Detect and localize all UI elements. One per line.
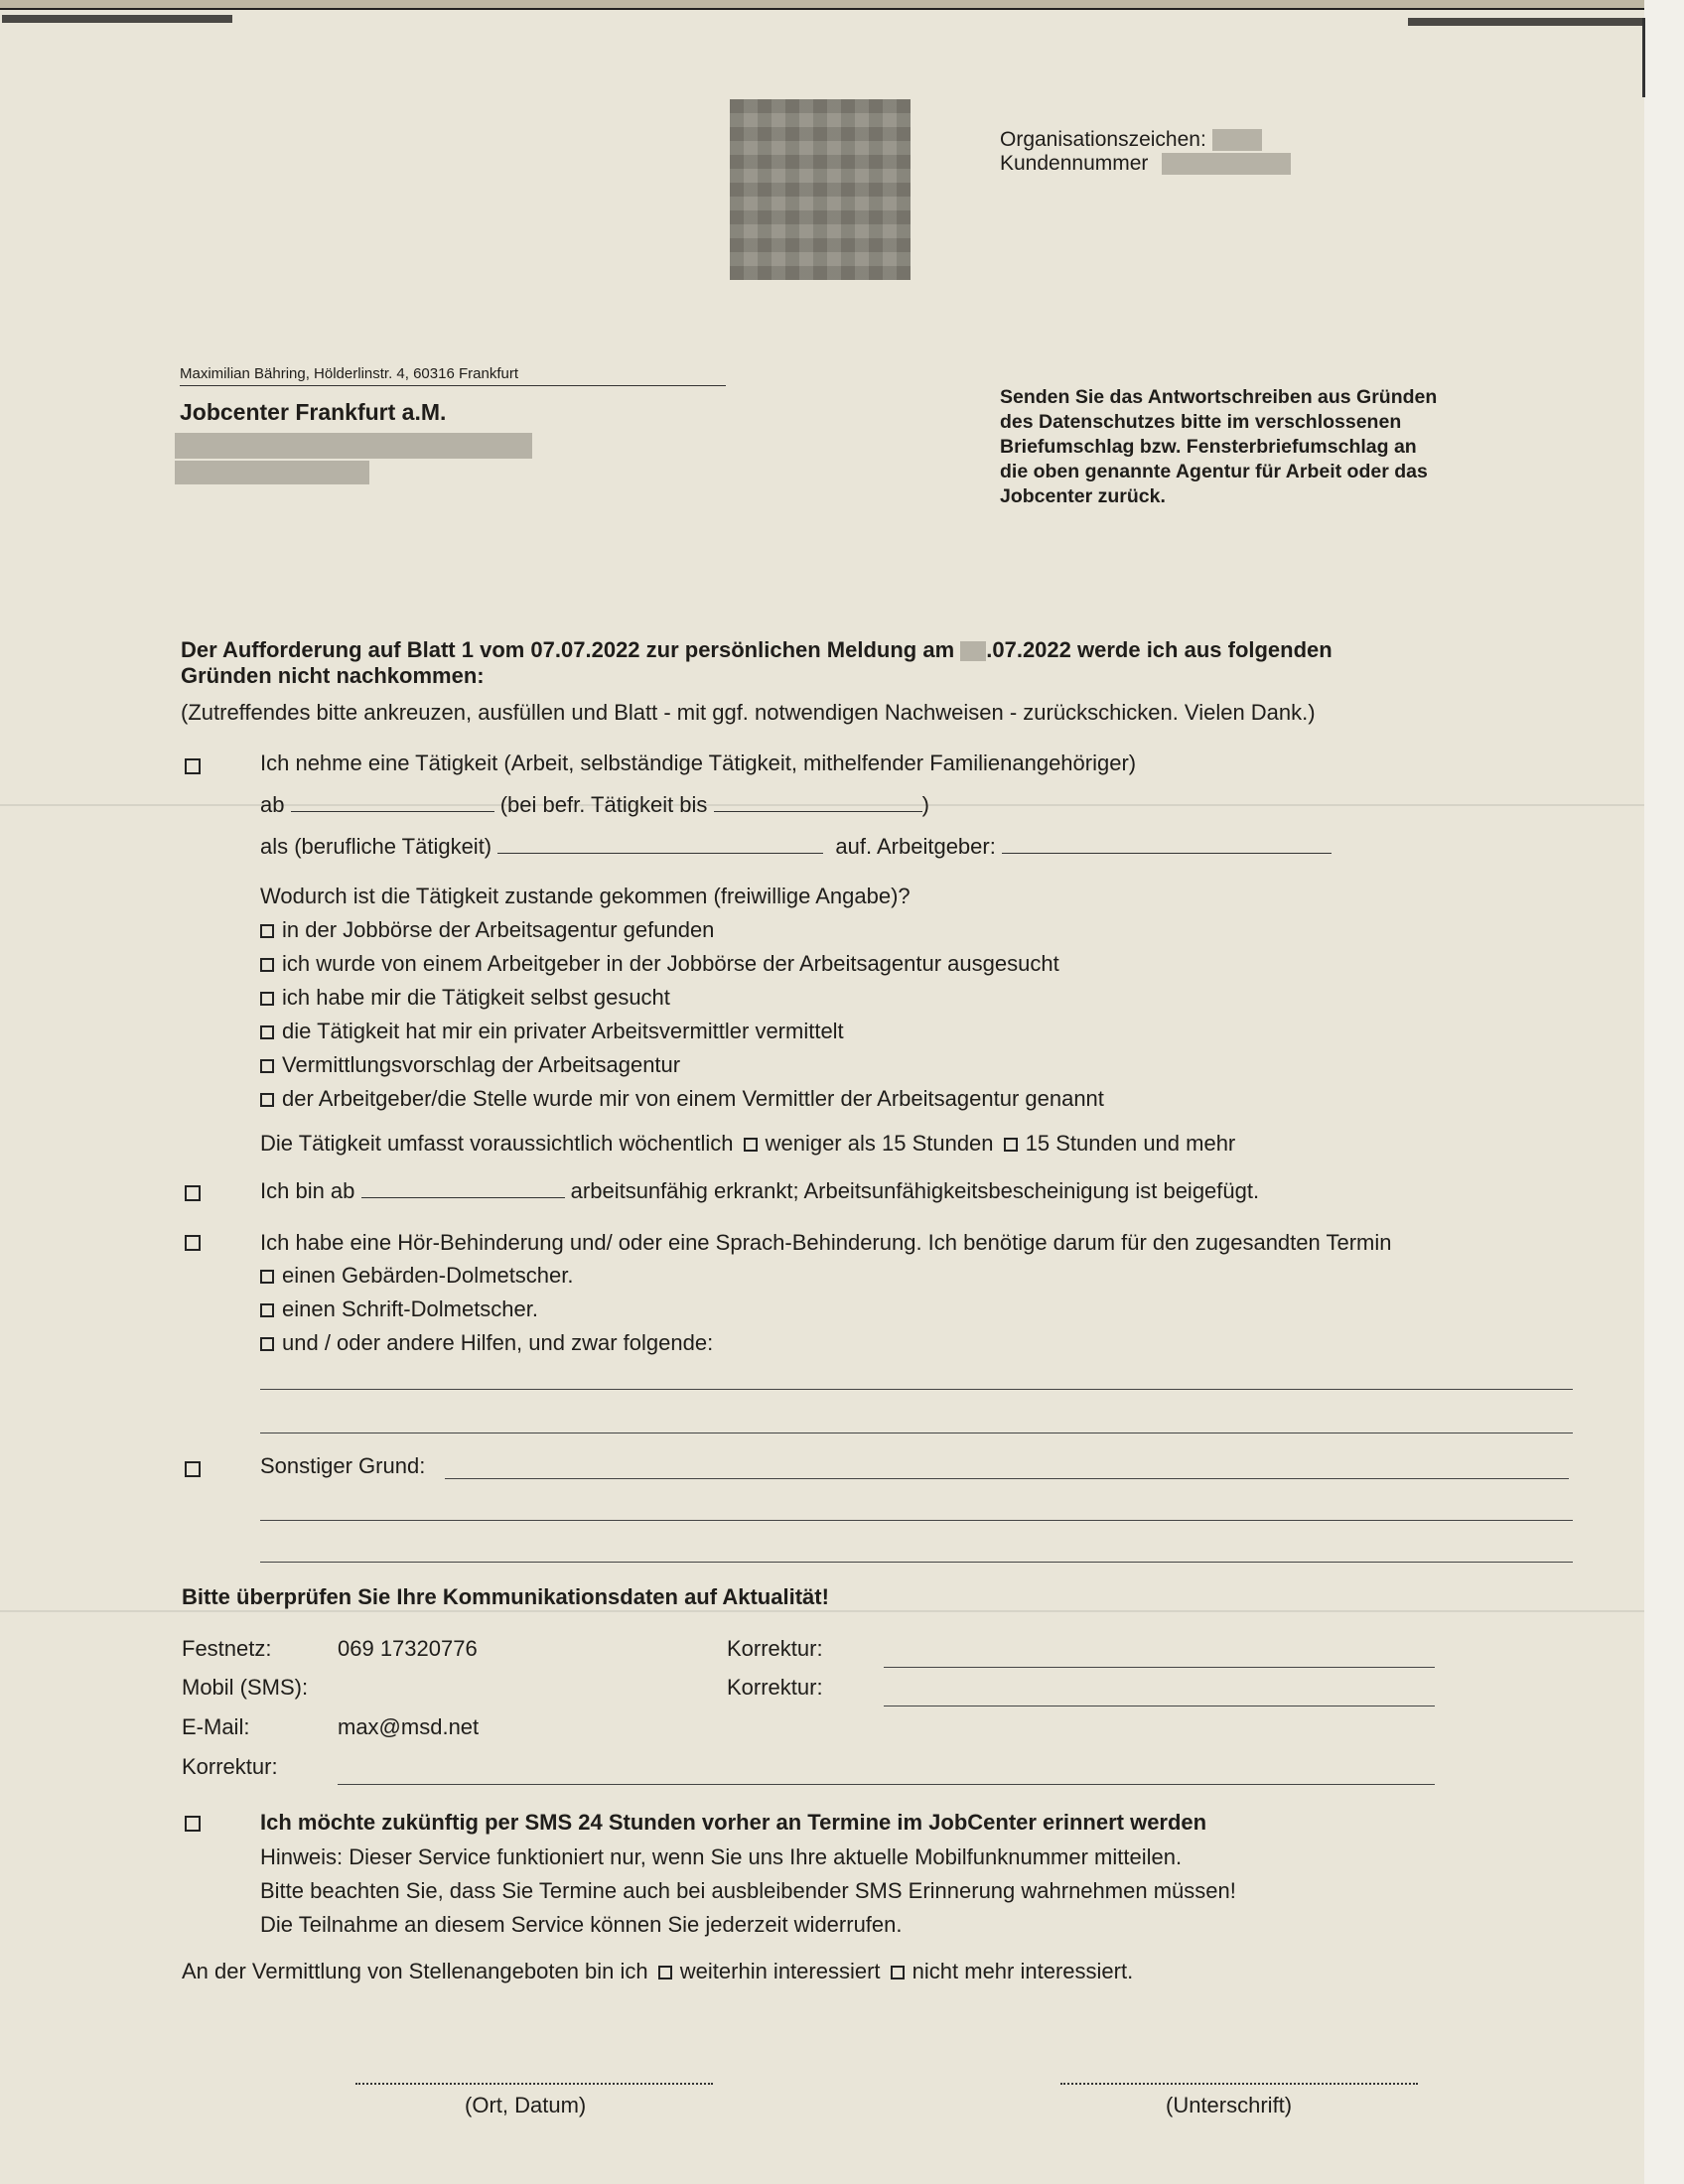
other-label: Sonstiger Grund: [260,1453,426,1478]
how-option-label: ich wurde von einem Arbeitgeber in der Jobbörse der Arbeitsagentur ausgesucht [282,951,1059,976]
other-reason-field[interactable] [260,1562,1573,1563]
privacy-note [1000,385,1437,509]
checkbox-sick[interactable] [185,1185,201,1201]
until-date-field[interactable] [714,793,922,812]
disability-option-label: einen Schrift-Dolmetscher. [282,1297,538,1321]
checkbox[interactable] [260,958,274,972]
intro-text: Der Aufforderung auf Blatt 1 vom 07.07.2022 zur persönlichen Meldung am [181,637,961,662]
sms-note: Die Teilnahme an diesem Service können Sie jederzeit widerrufen. [260,1912,903,1937]
sms-label: Ich möchte zukünftig per SMS 24 Stunden vorher an Termine im JobCenter erinnert werden [260,1810,1207,1835]
disability-option-label: einen Gebärden-Dolmetscher. [282,1263,574,1288]
disability-option[interactable] [260,1263,574,1289]
checkbox-other[interactable] [185,1461,201,1477]
until-close: ) [921,792,929,817]
intro-text: .07.2022 werde ich aus folgenden [986,637,1333,662]
disability-option-label: und / oder andere Hilfen, und zwar folgende: [282,1330,714,1355]
redacted-org-number [1212,129,1262,151]
checkbox[interactable] [260,992,274,1006]
email-value: max@msd.net [338,1714,480,1739]
sms-note: Bitte beachten Sie, dass Sie Termine auch bei ausbleibender SMS Erinnerung wahrnehmen müssen! [260,1878,1236,1903]
fold-line [0,1610,1644,1612]
sender-underline [180,385,726,386]
email-correction-label: Korrektur: [182,1754,278,1779]
employer-label: auf. Arbeitgeber: [835,834,996,859]
customer-label: Kundennummer [1000,152,1149,175]
from-date-field[interactable] [291,793,494,812]
how-option-label: die Tätigkeit hat mir ein privater Arbeitsvermittler vermittelt [282,1019,844,1043]
checkbox-disability[interactable] [185,1235,201,1251]
checkbox-15-plus[interactable] [1004,1138,1018,1152]
how-option[interactable] [260,1019,844,1044]
sick-row [260,1178,1259,1204]
disability-option[interactable] [260,1297,538,1322]
landline-correction-field[interactable] [884,1667,1435,1668]
checkbox-interested[interactable] [658,1966,672,1979]
redacted-day [960,641,986,661]
mobile-correction-label: Korrektur: [727,1675,823,1700]
sick-label: Ich bin ab [260,1178,355,1203]
how-option-label: Vermittlungsvorschlag der Arbeitsagentur [282,1052,681,1077]
sender-line: Maximilian Bähring, Hölderlinstr. 4, 60316 Frankfurt [180,365,518,382]
checkbox-job[interactable] [185,758,201,774]
other-reason-field[interactable] [445,1478,1569,1479]
checkbox[interactable] [260,1303,274,1317]
checkbox[interactable] [260,1093,274,1107]
how-option-label: der Arbeitgeber/die Stelle wurde mir von einem Vermittler der Arbeitsagentur genannt [282,1086,1104,1111]
recipient-name: Jobcenter Frankfurt a.M. [180,399,447,425]
landline-value: 069 17320776 [338,1636,478,1661]
how-option[interactable] [260,985,670,1011]
customer-field [1000,151,1291,177]
how-option-label: ich habe mir die Tätigkeit selbst gesucht [282,985,670,1010]
interest-opt-label: weiterhin interessiert [679,1959,881,1983]
privacy-note-line: Jobcenter zurück. [1000,485,1166,507]
checkbox-sms[interactable] [185,1816,201,1832]
scan-edge-line [1642,18,1645,97]
checkbox-not-interested[interactable] [891,1966,905,1979]
hours-opt-label: 15 Stunden und mehr [1025,1131,1236,1156]
how-question: Wodurch ist die Tätigkeit zustande gekommen (freiwillige Angabe)? [260,884,911,908]
privacy-note-line: des Datenschutzes bitte im verschlossenen [1000,411,1402,433]
intro-line-1 [181,637,1333,663]
hours-label: Die Tätigkeit umfasst voraussichtlich wöchentlich [260,1131,734,1156]
employer-field[interactable] [1002,835,1332,854]
privacy-note-line: die oben genannte Agentur für Arbeit oder das [1000,461,1428,482]
redacted-address-line [175,433,532,459]
hours-row [260,1131,1235,1157]
other-reason-field[interactable] [260,1520,1573,1521]
checkbox[interactable] [260,924,274,938]
org-label: Organisationszeichen: [1000,128,1206,151]
how-option[interactable] [260,917,714,943]
mobile-label: Mobil (SMS): [182,1675,309,1700]
sick-date-field[interactable] [361,1179,565,1198]
interest-row [182,1959,1133,1984]
checkbox[interactable] [260,1270,274,1284]
qr-code-redacted [730,99,911,280]
email-label: E-Mail: [182,1714,250,1739]
email-correction-field[interactable] [338,1784,1435,1785]
signature-label: (Unterschrift) [1166,2093,1293,2117]
signature-field[interactable] [1060,2083,1418,2085]
job-dates-row [260,792,929,818]
checkbox[interactable] [260,1337,274,1351]
disability-option[interactable] [260,1330,713,1356]
how-option[interactable] [260,1052,680,1078]
checkbox-under-15[interactable] [744,1138,758,1152]
place-date-field[interactable] [355,2083,713,2085]
from-label: ab [260,792,285,817]
how-option-label: in der Jobbörse der Arbeitsagentur gefunden [282,917,715,942]
checkbox[interactable] [260,1025,274,1039]
redacted-address-line [175,461,369,484]
sick-label: arbeitsunfähig erkrankt; Arbeitsunfähigkeitsbescheinigung ist beigefügt. [570,1178,1260,1203]
hours-opt-label: weniger als 15 Stunden [765,1131,994,1156]
org-field [1000,127,1262,153]
instructions: (Zutreffendes bitte ankreuzen, ausfüllen und Blatt - mit ggf. notwendigen Nachweisen - zurückschicken. Vielen Dank.) [181,700,1316,725]
intro-line-2: Gründen nicht nachkommen: [181,663,485,688]
disability-label: Ich habe eine Hör-Behinderung und/ oder eine Sprach-Behinderung. Ich benötige darum für den zugesandten Termin [260,1230,1392,1255]
occupation-field[interactable] [497,835,823,854]
other-help-field[interactable] [260,1389,1573,1390]
scan-top-line [0,8,1644,10]
landline-label: Festnetz: [182,1636,272,1661]
privacy-note-line: Briefumschlag bzw. Fensterbriefumschlag an [1000,436,1417,458]
privacy-note-line: Senden Sie das Antwortschreiben aus Gründen [1000,386,1438,408]
scan-right-edge [1644,0,1684,2184]
job-role-row [260,834,1332,860]
contact-heading: Bitte überprüfen Sie Ihre Kommunikationsdaten auf Aktualität! [182,1584,829,1609]
sms-note: Hinweis: Dieser Service funktioniert nur, wenn Sie uns Ihre aktuelle Mobilfunknummer mitteilen. [260,1844,1183,1869]
job-label: Ich nehme eine Tätigkeit (Arbeit, selbständige Tätigkeit, mithelfender Familienangehöriger) [260,751,1137,775]
checkbox[interactable] [260,1059,274,1073]
until-label: (bei befr. Tätigkeit bis [499,792,708,817]
place-date-label: (Ort, Datum) [465,2093,587,2117]
scan-bar-left [2,15,232,23]
occupation-label: als (berufliche Tätigkeit) [260,834,492,859]
how-option[interactable] [260,951,1059,977]
interest-label: An der Vermittlung von Stellenangeboten bin ich [182,1959,648,1983]
landline-correction-label: Korrektur: [727,1636,823,1661]
scan-bar-right [1408,18,1644,26]
redacted-customer-number [1162,153,1291,175]
interest-opt-label: nicht mehr interessiert. [912,1959,1134,1983]
how-option[interactable] [260,1086,1104,1112]
